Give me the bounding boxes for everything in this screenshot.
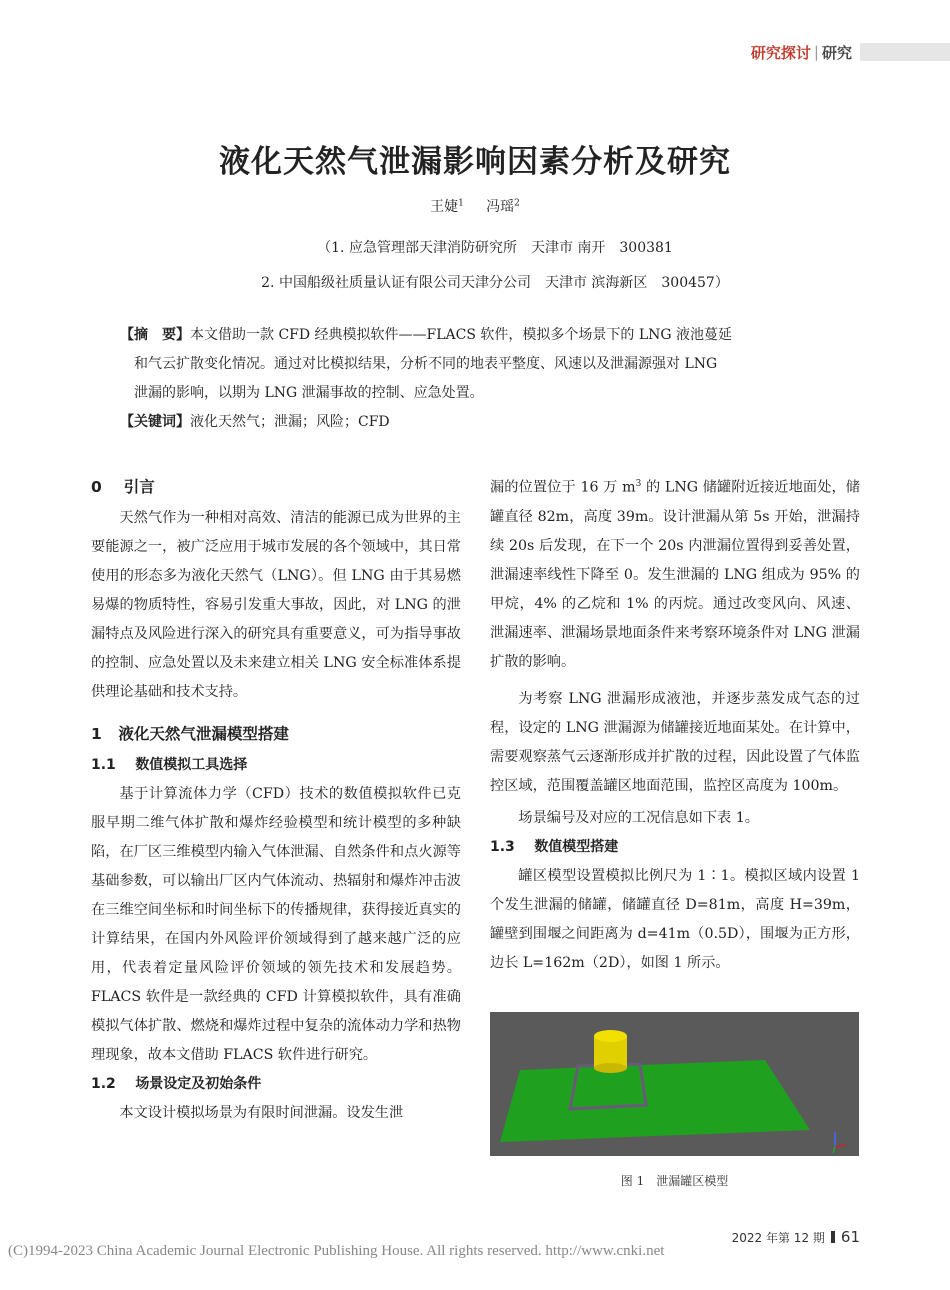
paragraph-continued bbox=[490, 470, 860, 677]
keywords-line bbox=[120, 408, 840, 437]
right-column bbox=[490, 470, 860, 978]
subsection-heading-1-3 bbox=[490, 833, 860, 862]
affiliation-1: （1. 应急管理部天津消防研究所 天津市 南开 300381 bbox=[317, 240, 673, 256]
section-header-tag bbox=[751, 42, 950, 62]
abstract-label: 【摘 要】 bbox=[120, 327, 190, 343]
copyright-watermark: (C)1994-2023 China Academic Journal Electronic Publishing House. All rights reserved. http://www.cnki.net bbox=[8, 1243, 665, 1259]
abstract-block bbox=[120, 321, 840, 437]
subcategory-label: 研究 bbox=[821, 43, 852, 62]
section-title: 数值模型搭建 bbox=[534, 838, 619, 855]
abstract-text: 本文借助一款 CFD 经典模拟软件——FLACS 软件，模拟多个场景下的 LNG 液池蔓延 bbox=[190, 327, 733, 343]
paragraph: 罐区模型设置模拟比例尺为 1∶1。模拟区域内设置 1 个发生泄漏的储罐，储罐直径 D=81m，高度 H=39m，罐壁到围堰之间距离为 d=41m（0.5D），围堰为正方形，边长 L=162m（2D），如图 1 所示。 bbox=[490, 867, 860, 971]
ground-plane bbox=[500, 1060, 810, 1142]
tank-bottom bbox=[594, 1063, 627, 1073]
left-column bbox=[91, 470, 461, 1128]
author-affil-mark: 2 bbox=[514, 198, 520, 209]
affiliation-2: 2. 中国船级社质量认证有限公司天津分公司 天津市 滨海新区 300457） bbox=[261, 275, 729, 291]
keywords-label: 【关键词】 bbox=[120, 414, 190, 430]
section-number: 1.2 bbox=[91, 1076, 116, 1092]
section-heading-0 bbox=[91, 470, 461, 504]
superscript: 3 bbox=[635, 479, 642, 489]
paragraph: 天然气作为一种相对高效、清洁的能源已成为世界的主要能源之一，被广泛应用于城市发展的各个领域中，其日常使用的形态多为液化天然气（LNG）。但 LNG 由于其易燃易爆的物质特性，容易引发重大事故，因此，对 LNG 的泄漏特点及风险进行深入的研究具有重要意义，可为指导事故的控制、应急处置以及未来建立相关 LNG 安全标准体系提供理论基础和技术支持。 bbox=[91, 510, 461, 700]
tank-model-figure bbox=[490, 1012, 859, 1156]
section-number: 1.1 bbox=[91, 757, 116, 773]
paragraph: 基于计算流体力学（CFD）技术的数值模拟软件已克服早期二维气体扩散和爆炸经验模型和统计模型的多种缺陷，在厂区三维模型内输入气体泄漏、自然条件和点火源等基础参数，可以输出厂区内气体流动、热辐射和爆炸冲击波在三维空间坐标和时间坐标下的传播规律，获得接近真实的计算结果，在国内外风险评价领域得到了越来越广泛的应用，代表着定量风险评价领域的领先技术和发展趋势。FLACS 软件是一款经典的 CFD 计算模拟软件，具有准确模拟气体扩散、燃烧和爆炸过程中复杂的流体动力学和热物理现象，故本文借助 FLACS 软件进行研究。 bbox=[91, 786, 461, 1063]
author-affil-mark: 1 bbox=[458, 198, 464, 209]
page-number: 61 bbox=[840, 1228, 860, 1246]
section-title: 数值模拟工具选择 bbox=[135, 757, 248, 773]
footer-bar bbox=[831, 1231, 835, 1243]
paper-title: 液化天然气泄漏影响因素分析及研究 bbox=[219, 144, 731, 180]
category-label: 研究探讨 bbox=[750, 43, 811, 62]
paragraph: 为考察 LNG 泄漏形成液池，并逐步蒸发成气态的过程，设定的 LNG 泄漏源为储罐接近地面某处。在计算中，需要观察蒸气云逐渐形成并扩散的过程，因此设置了气体监控区域，范围覆盖罐区地面范围，监控区高度为 100m。 bbox=[490, 690, 860, 794]
author-line bbox=[0, 196, 950, 216]
issue-label: 2022 年第 12 期 bbox=[731, 1230, 825, 1245]
section-number: 1.3 bbox=[490, 838, 515, 855]
paragraph: 本文设计模拟场景为有限时间泄漏。设发生泄 bbox=[119, 1105, 404, 1121]
subsection-heading-1-1 bbox=[91, 751, 461, 780]
section-heading-1 bbox=[91, 717, 461, 751]
abstract-line bbox=[120, 321, 840, 350]
figure-caption: 图 1 泄漏罐区模型 bbox=[620, 1174, 729, 1188]
paragraph: 场景编号及对应的工况信息如下表 1。 bbox=[518, 809, 759, 826]
section-title: 液化天然气泄漏模型搭建 bbox=[118, 725, 289, 743]
subsection-heading-1-2 bbox=[91, 1070, 461, 1099]
tank-top bbox=[594, 1030, 627, 1042]
page-footer bbox=[732, 1228, 860, 1246]
separator: | bbox=[813, 43, 819, 61]
axis-indicator bbox=[833, 1132, 846, 1153]
keywords-text: 液化天然气；泄漏；风险；CFD bbox=[190, 414, 390, 430]
header-bar bbox=[860, 43, 950, 61]
section-title: 引言 bbox=[123, 478, 155, 496]
author-name: 王婕 bbox=[430, 199, 459, 215]
text-run: 漏的位置位于 16 万 m bbox=[490, 479, 636, 496]
text-run: 的 LNG 储罐附近接近地面处，储罐直径 82m，高度 39m。设计泄漏从第 5s 开始，泄漏持续 20s 后发现，在下一个 20s 内泄漏位置得到妥善处置，泄漏速率线性下降至 0。发生泄漏的 LNG 组成为 95% 的甲烷，4% 的乙烷和 1% 的丙烷。通过改变风向、风速、泄漏速率、泄漏场景地面条件来考察环境条件对 LNG 泄漏扩散的影响。 bbox=[490, 479, 860, 670]
section-number: 0 bbox=[91, 478, 102, 496]
tank-model-illustration bbox=[490, 1012, 859, 1156]
section-number: 1 bbox=[91, 725, 102, 743]
section-title: 场景设定及初始条件 bbox=[135, 1076, 262, 1092]
abstract-line: 泄漏的影响，以期为 LNG 泄漏事故的控制、应急处置。 bbox=[134, 385, 484, 401]
author-name: 冯瑶 bbox=[486, 199, 515, 215]
abstract-line: 和气云扩散变化情况。通过对比模拟结果，分析不同的地表平整度、风速以及泄漏源强对 LNG bbox=[134, 356, 718, 372]
